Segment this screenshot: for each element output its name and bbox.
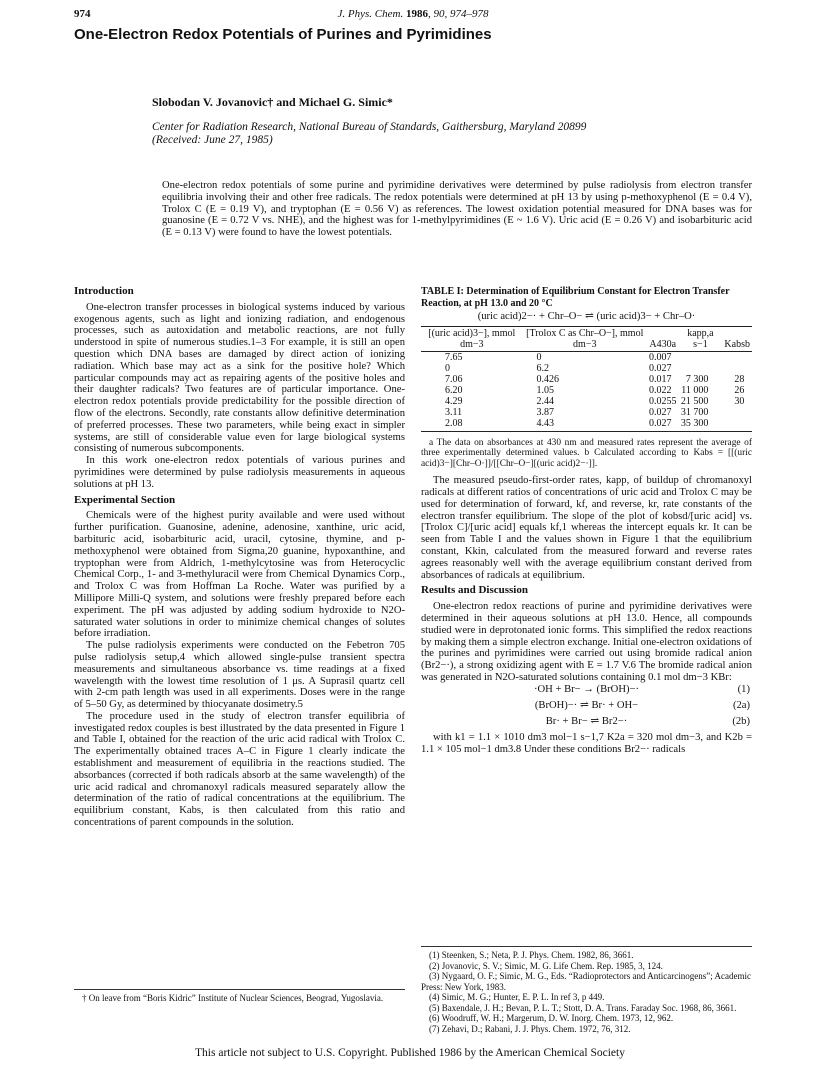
table-cell: 26 (734, 384, 745, 396)
table-cell: 0 (445, 362, 450, 374)
running-header (74, 8, 752, 24)
reference-item: (6) Woodruff, W. H.; Margerum, D. W. Inorg. Chem. 1973, 12, 962. (429, 1013, 674, 1023)
right-paragraph-1: The measured pseudo-first-order rates, kapp, of buildup of chromanoxyl radicals at different ratios of concentrations of uric acid and Trolox C may be used for determination of forward, kf, and reverse, kr, rate constants of the electron transfer equilibrium. The slope of the plot of kobsd/[uric acid] vs. [Trolox C]/[uric acid] equals kf,1 whereas the intercept equals kr. It can be seen from Table I and the values shown in Figure 1 that the equilibrium constant, Kkin, calculated from the measured forward and reverse rates agrees reasonably well with the average equilibrium constant derived from absorbances of radicals at equilibrium. (421, 475, 752, 581)
left-column (74, 286, 405, 829)
table-row (421, 418, 752, 432)
table-cell: 0.017 (648, 373, 672, 385)
introduction-heading: Introduction (74, 285, 134, 297)
intro-paragraph-1: One-electron transfer processes in biological systems induced by various exogenous agents, such as light and ionizing radiation, and endogenous processes, such as autoxidation and metabolic reactions, are not fully understood in spite of numerous studies.1–3 For example, it is still an open question which DNA bases are damaged by direct action of ionizing radiation. Which base may act as a sink for the positive hole? Which particular compounds may act as repairing agents of the positive holes and their daughter radicals? Two features are of particular importance. One-electron redox potentials provide predictability for the possible direction of flow of the electrons. Secondly, rate constants allow definitive determination of preferred processes. These two parameters, while being exact in simpler systems, are still of considerable value even for large biological systems consisting of numerous subcomponents. (74, 301, 405, 455)
copyright-note: This article not subject to U.S. Copyright. Published 1986 by the American Chemical Society (195, 1047, 625, 1059)
equation-expression: Br· + Br− ⇌ Br2−· (545, 715, 628, 727)
table-cell (678, 363, 722, 374)
table-cell: 35 300 (678, 418, 722, 432)
table-cell: 11 000 (681, 384, 709, 396)
equation-1 (421, 684, 752, 700)
references-list (421, 946, 752, 1034)
received-date: (Received: June 27, 1985) (152, 134, 273, 146)
table-cell (722, 351, 752, 363)
journal-volume-pages: , 90, 974–978 (427, 8, 489, 20)
table-cell: 2.44 (536, 395, 555, 407)
experimental-heading: Experimental Section (74, 493, 176, 506)
table-cell: 6.2 (536, 362, 550, 374)
page-number: 974 (74, 8, 91, 20)
table-cell: 28 (734, 373, 745, 385)
table-cell: 7.65 (445, 351, 463, 363)
equation-expression: ·OH + Br− → (BrOH)−· (533, 683, 639, 695)
reference-item: (4) Simic, M. G.; Hunter, E. P. L. In ref 3, p 449. (429, 992, 605, 1002)
reference-item: (2) Jovanovic, S. V.; Simic, M. G. Life Chem. Rep. 1985, 3, 124. (429, 960, 663, 971)
equation-number: (2a) (732, 699, 750, 711)
table-header-cell: [(uric acid)3−], mmol dm−3 (421, 326, 523, 351)
abstract: One-electron redox potentials of some purine and pyrimidine derivatives were determined by pulse radiolysis from electron transfer equilibria involving their and other free radicals. The redox potentials were determined at pH 13 by using p-methoxyphenol (E = 0.4 V), Trolox C (E = 0.19 V), and tryptophan (E = 0.56 V) as references. The lowest oxidation potential measured for DNA bases was for guanosine (E = 0.72 V vs. NHE), and the highest was for 1-methylpyrimidines (E ~ 1.6 V). Uric acid (E = 0.26 V) and isobarbituric acid (E = 0.13 V) were found to have the lowest potentials. (162, 180, 752, 239)
table-row (421, 396, 752, 407)
reference-item: (3) Nygaard, O. F.; Simic, M. G., Eds. “Radioprotectors and Anticarcinogens”; Academic Press: New York, 1983. (421, 971, 751, 992)
author-footnote (74, 989, 405, 1004)
right-paragraph-2: One-electron redox reactions of purine and pyrimidine derivatives were determined in their aqueous solutions at pH 13.0. Hence, all compounds studied were in deprotonated ionic forms. This simplified the redox reactions by making them a simple electron exchange. Initial one-electron oxidations of the purines and pyrimidines were carried out using bromide radical anion (Br2−·), a strong oxidizing agent with E = 1.7 V.6 The bromide radical anion was generated in N2O-saturated solutions containing 0.1 mol dm−3 KBr: (421, 601, 752, 684)
article-title: One-Electron Redox Potentials of Purines and Pyrimidines (74, 26, 492, 43)
table-cell: 2.08 (421, 418, 523, 432)
table-cell: 0.022 (648, 384, 672, 396)
table-cell (722, 418, 752, 432)
table-cell: 21 500 (680, 395, 709, 407)
reference-item: (7) Zehavi, D.; Rabani, J. J. Phys. Chem. 1972, 76, 312. (429, 1023, 631, 1034)
table-cell: 0.426 (536, 373, 560, 385)
table-header-cell: kapp,a s−1 (678, 326, 722, 351)
table-cell: 7 300 (685, 373, 709, 385)
table-cell (722, 363, 752, 374)
table-row (421, 351, 752, 363)
table-cell: 3.11 (445, 406, 463, 418)
table-cell: 30 (734, 395, 745, 407)
table-cell: 6.20 (445, 384, 463, 396)
table-notes: a The data on absorbances at 430 nm and measured rates represent the average of three experimentally determined values. b Calculated according to Kabs = [[(uric acid)3−][Chr–O·]]/[[Chr–O−][(uric acid)2−·]]. (421, 437, 752, 469)
equation-2b (421, 716, 752, 732)
reference-item: (5) Baxendale, J. H.; Bevan, P. L. T.; Stott, D. A. Trans. Faraday Soc. 1968, 86, 3661. (429, 1002, 737, 1013)
right-paragraph-3: with k1 = 1.1 × 1010 dm3 mol−1 s−1,7 K2a = 320 mol dm−3, and K2b = 1.1 × 105 mol−1 dm3.8 Under these conditions Br2−· radicals (421, 731, 752, 755)
journal-name: J. Phys. Chem. (337, 8, 404, 20)
journal-citation (74, 8, 752, 20)
table-cell (678, 351, 722, 363)
table-row (421, 374, 752, 385)
table-row (421, 385, 752, 396)
table-cell: 1.05 (536, 384, 555, 396)
affiliation-block (152, 121, 752, 147)
table-title: TABLE I: Determination of Equilibrium Constant for Electron Transfer Reaction, at pH 13.0 and 20 °C (421, 286, 730, 309)
table-cell (722, 407, 752, 418)
intro-paragraph-2: In this work one-electron redox potentials of various purines and pyrimidines were determined by pulse radiolysis measurements in aqueous solutions at pH 13. (74, 455, 405, 490)
reference-item: (1) Steenken, S.; Neta, P. J. Phys. Chem. 1982, 86, 3661. (429, 950, 634, 960)
experimental-paragraph-3: The procedure used in the study of electron transfer equilibria of investigated redox couples is best illustrated by the data presented in Figure 1 and Table I, obtained for the reaction of the uric acid radical with Trolox C. The experimentally obtained traces A–C in Figure 1 clearly indicate the establishment and measurement of equilibria in the reactions studied. The absorbances (corrected if both radicals absorb at the same wavelength) of the uric acid radical and chromanoxyl radicals measured separately allow the determination of the ratio of radical concentrations at the equilibrium. The equilibrium constant, Kabs, is then calculated from this ratio and concentrations of parent compounds in the solution. (74, 710, 405, 829)
article-authors: Slobodan V. Jovanovic† and Michael G. Simic* (152, 95, 393, 109)
table-header-cell: A430a (647, 326, 679, 351)
table-cell: 0 (536, 351, 542, 363)
affiliation: Center for Radiation Research, National Bureau of Standards, Gaithersburg, Maryland 20899 (152, 121, 587, 133)
journal-year: 1986 (405, 8, 428, 20)
equation-2a (421, 700, 752, 716)
equation-expression: (BrOH)−· ⇌ Br· + OH− (534, 699, 639, 711)
equation-number: (1) (737, 683, 750, 695)
table-row (421, 407, 752, 418)
footnote-text: † On leave from “Boris Kidric” Institute of Nuclear Sciences, Beograd, Yugoslavia. (82, 993, 384, 1003)
table-cell: 0.027 (647, 418, 679, 432)
table-cell: 0.0255 (648, 395, 677, 407)
table-cell: 7.06 (445, 373, 463, 385)
table-header-cell: [Trolox C as Chr–O−], mmol dm−3 (523, 326, 647, 351)
equation-number: (2b) (732, 715, 750, 727)
data-table (421, 326, 752, 432)
table-cell: 0.027 (648, 362, 672, 374)
experimental-paragraph-1: Chemicals were of the highest purity available and were used without further purification. Guanosine, adenine, adenosine, xanthine, uric acid, barbituric acid, isobarbituric acid, uracil, cytosine, thymine, and p-methoxyphenol were obtained from Sigma,20 guanine, hypoxanthine, and tryptophan were from Aldrich, 1-methylcytosine was from Heterocyclic Chemical Corp., 1- and 3-methyluracil were from Chemical Dynamics Corp., and Trolox C was from Hoffman La Roche. Water was purified by a Millipore Milli-Q system, and solutions were freshly prepared before each experiment. The pH was adjusted by adding sodium hydroxide to N2O-saturated water solutions in order to minimize chemical changes of solutes before irradiation. (74, 510, 405, 640)
table-cell: 31 700 (680, 406, 709, 418)
table-cell: 0.007 (648, 351, 672, 363)
table-cell: 0.027 (648, 406, 672, 418)
table-cell: 4.29 (445, 395, 463, 407)
table-header-cell: Kabsb (722, 326, 752, 351)
results-heading: Results and Discussion (421, 584, 528, 597)
right-column (421, 286, 752, 755)
table-cell: 3.87 (536, 406, 555, 418)
table-reaction: (uric acid)2−· + Chr–O− ⇌ (uric acid)3− + Chr–O· (477, 311, 696, 322)
experimental-paragraph-2: The pulse radiolysis experiments were conducted on the Febetron 705 pulse radiolysis setup,4 which allowed single-pulse transient spectra measurements and simultaneous absorbance vs. time readings at a fixed wavelength with the lowest time resolution of 1 μs. A Suprasil quartz cell with 2-cm path length was used in all experiments. Doses were in the range of 5–50 Gy, as determined by thiocyanate dosimetry.5 (74, 640, 405, 711)
table-row (421, 363, 752, 374)
table-cell: 4.43 (523, 418, 647, 432)
